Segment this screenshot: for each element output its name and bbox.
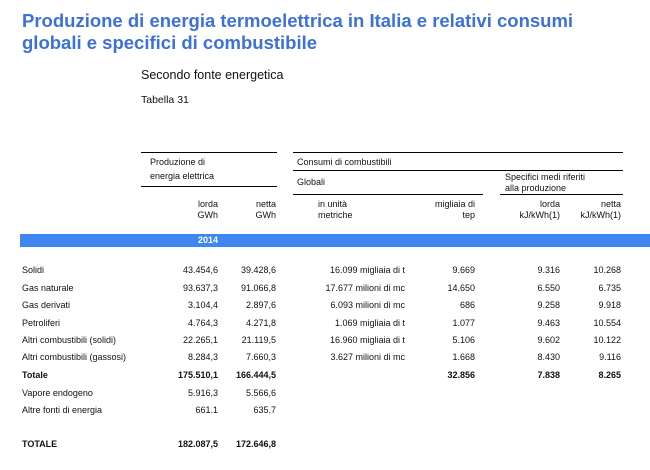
header-production-1: Produzione di bbox=[150, 157, 206, 167]
cell-label: Vapore endogeno bbox=[22, 388, 93, 398]
header-rule-production-sub bbox=[141, 186, 277, 187]
header-spec-netta-2: kJ/kWh(1) bbox=[580, 210, 621, 220]
header-rule-global bbox=[293, 170, 623, 171]
header-spec-lorda-1: lorda bbox=[539, 199, 560, 209]
header-unit-2: metriche bbox=[318, 210, 353, 220]
cell-unit: 17.677 milioni di mc bbox=[325, 283, 405, 293]
table-row bbox=[0, 370, 650, 384]
cell-label: Totale bbox=[22, 370, 48, 380]
cell-unit: 3.627 milioni di mc bbox=[330, 352, 405, 362]
cell-spec-lorda: 9.316 bbox=[537, 265, 560, 275]
cell-spec-netta: 10.268 bbox=[593, 265, 621, 275]
cell-tep: 686 bbox=[459, 300, 475, 310]
cell-label: Solidi bbox=[22, 265, 45, 275]
cell-netta: 166.444,5 bbox=[235, 370, 276, 380]
year-label: 2014 bbox=[198, 235, 219, 245]
cell-tep: 5.106 bbox=[452, 335, 475, 345]
cell-lorda: 4.764,3 bbox=[187, 318, 218, 328]
cell-spec-lorda: 7.838 bbox=[537, 370, 560, 380]
header-spec-lorda-2: kJ/kWh(1) bbox=[519, 210, 560, 220]
cell-spec-lorda: 9.463 bbox=[537, 318, 560, 328]
grand-total-netta: 172.646,8 bbox=[235, 439, 276, 449]
year-band bbox=[20, 234, 650, 247]
cell-spec-lorda: 6.550 bbox=[537, 283, 560, 293]
header-unit-1: in unità bbox=[318, 199, 348, 209]
cell-tep: 1.668 bbox=[452, 352, 475, 362]
cell-spec-netta: 9.116 bbox=[599, 352, 621, 362]
cell-unit: 1.069 migliaia di t bbox=[334, 318, 405, 328]
cell-spec-lorda: 9.602 bbox=[537, 335, 560, 345]
header-netta-1: netta bbox=[255, 199, 276, 209]
cell-unit: 6.093 milioni di mc bbox=[330, 300, 405, 310]
cell-tep: 9.669 bbox=[452, 265, 475, 275]
cell-netta: 39.428,6 bbox=[240, 265, 276, 275]
header-spec-netta-1: netta bbox=[600, 199, 621, 209]
table-row bbox=[0, 283, 650, 297]
table-row bbox=[0, 335, 650, 349]
cell-spec-netta: 9.918 bbox=[598, 300, 621, 310]
header-consumption: Consumi di combustibili bbox=[297, 157, 392, 167]
header-rule-global-sub bbox=[293, 194, 483, 195]
cell-lorda: 43.454,6 bbox=[182, 265, 218, 275]
header-production-2: energia elettrica bbox=[150, 171, 215, 181]
cell-spec-netta: 6.735 bbox=[598, 283, 621, 293]
header-specific-2: alla produzione bbox=[505, 183, 567, 193]
header-lorda-2: GWh bbox=[197, 210, 218, 220]
grand-total-row bbox=[0, 439, 650, 453]
cell-spec-netta: 8.265 bbox=[598, 370, 621, 380]
header-lorda-1: lorda bbox=[197, 199, 218, 209]
cell-label: Altre fonti di energia bbox=[22, 405, 103, 415]
cell-lorda: 93.637,3 bbox=[182, 283, 218, 293]
header-tep-1: migliaia di bbox=[434, 199, 475, 209]
cell-label: Altri combustibili (gassosi) bbox=[22, 352, 127, 362]
header-global: Globali bbox=[297, 177, 326, 187]
table-row bbox=[0, 388, 650, 402]
table-subtitle: Secondo fonte energetica bbox=[141, 68, 284, 82]
page-title: Produzione di energia termoelettrica in Italia e relativi consumi globali e specifici di combustibile bbox=[22, 10, 574, 53]
cell-netta: 5.566,6 bbox=[245, 388, 276, 398]
cell-unit: 16.099 migliaia di t bbox=[329, 265, 405, 275]
cell-tep: 14.650 bbox=[447, 283, 475, 293]
cell-label: Altri combustibili (solidi) bbox=[22, 335, 117, 345]
cell-lorda: 175.510,1 bbox=[177, 370, 218, 380]
cell-netta: 2.897,6 bbox=[245, 300, 276, 310]
cell-netta: 21.119,5 bbox=[241, 335, 276, 345]
cell-lorda: 8.284,3 bbox=[187, 352, 218, 362]
table-row bbox=[0, 318, 650, 332]
cell-netta: 4.271,8 bbox=[245, 318, 276, 328]
cell-lorda: 5.916,3 bbox=[187, 388, 218, 398]
table-row bbox=[0, 405, 650, 419]
header-tep-2: tep bbox=[462, 210, 475, 220]
cell-tep: 1.077 bbox=[452, 318, 475, 328]
table-row bbox=[0, 300, 650, 314]
table-row bbox=[0, 352, 650, 366]
cell-lorda: 22.265,1 bbox=[182, 335, 218, 345]
cell-netta: 91.066,8 bbox=[240, 283, 276, 293]
table-number: Tabella 31 bbox=[141, 94, 189, 106]
table-row bbox=[0, 265, 650, 279]
cell-label: Petroliferi bbox=[22, 318, 61, 328]
header-rule-specific-sub bbox=[500, 194, 623, 195]
cell-netta: 7.660,3 bbox=[245, 352, 276, 362]
grand-total-lorda: 182.087,5 bbox=[177, 439, 218, 449]
cell-lorda: 661.1 bbox=[195, 405, 218, 415]
header-specific-1: Specifici medi riferiti bbox=[505, 172, 586, 182]
header-rule-production bbox=[141, 152, 277, 153]
grand-total-label: TOTALE bbox=[22, 439, 58, 449]
cell-spec-netta: 10.122 bbox=[593, 335, 621, 345]
cell-unit: 16.960 migliaia di t bbox=[329, 335, 405, 345]
cell-label: Gas naturale bbox=[22, 283, 74, 293]
header-netta-2: GWh bbox=[255, 210, 276, 220]
cell-label: Gas derivati bbox=[22, 300, 71, 310]
cell-lorda: 3.104,4 bbox=[187, 300, 218, 310]
cell-spec-lorda: 8.430 bbox=[537, 352, 560, 362]
cell-spec-lorda: 9.258 bbox=[537, 300, 560, 310]
cell-netta: 635.7 bbox=[253, 405, 276, 415]
cell-tep: 32.856 bbox=[447, 370, 475, 380]
header-rule-consumption bbox=[293, 152, 623, 153]
cell-spec-netta: 10.554 bbox=[593, 318, 621, 328]
